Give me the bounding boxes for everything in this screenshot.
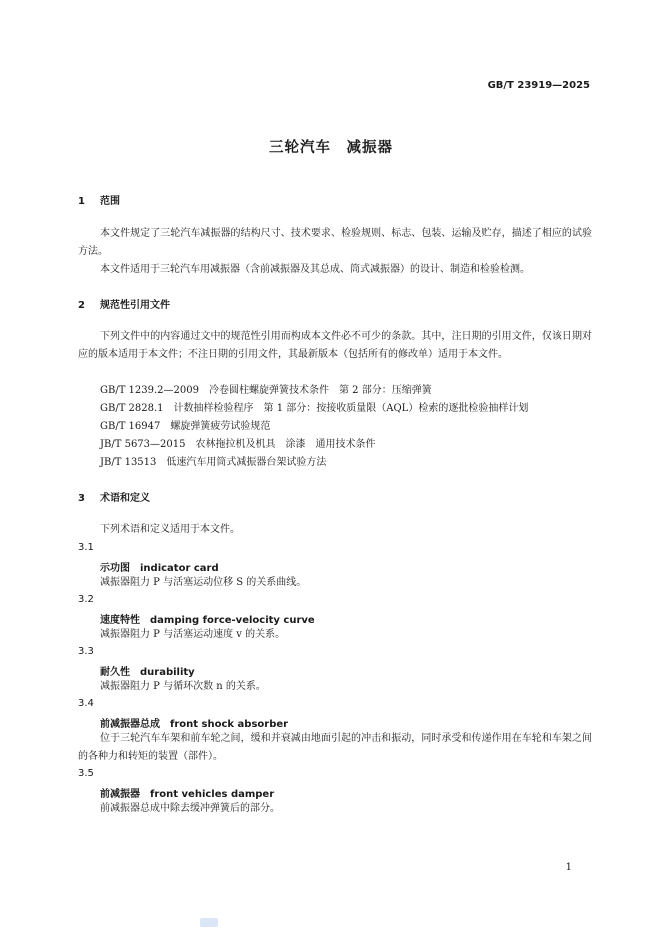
document-title: 三轮汽车 减振器: [269, 140, 393, 156]
section-3-intro: 下列术语和定义适用于本文件。: [100, 524, 240, 535]
term-number: 3.1: [78, 542, 94, 553]
reference-item: JB/T 5673—2015 农林拖拉机及机具 涂漆 通用技术条件: [100, 439, 376, 450]
term-definition: 前减振器总成中除去缓冲弹簧后的部分。: [100, 803, 280, 814]
term-name: 示功图 indicator card: [100, 563, 219, 574]
term-definition: 位于三轮汽车车架和前车轮之间，缓和并衰减由地面引起的冲击和振动，同时承受和传递作用在车轮和车架之间的各种力和转矩的装置（部件）。: [78, 733, 592, 762]
term-number: 3.3: [78, 646, 94, 657]
reference-item: GB/T 1239.2—2009 冷卷圆柱螺旋弹簧技术条件 第 2 部分：压缩弹簧: [100, 385, 432, 396]
term-name: 耐久性 durability: [100, 667, 195, 678]
reference-item: JB/T 13513 低速汽车用筒式减振器台架试验方法: [100, 457, 327, 468]
section-2-number: 2: [78, 300, 85, 311]
watermark-stamp-icon: [200, 918, 218, 927]
term-definition: 减振器阻力 P 与循环次数 n 的关系。: [100, 681, 266, 692]
term-name: 速度特性 damping force-velocity curve: [100, 615, 315, 626]
standard-code: GB/T 23919—2025: [487, 80, 590, 91]
section-3-title: 术语和定义: [100, 493, 150, 504]
section-2-paragraph-1: 下列文件中的内容通过文中的规范性引用而构成本文件必不可少的条款。其中，注日期的引用文件，仅该日期对应的版本适用于本文件；不注日期的引用文件，其最新版本（包括所有的修改单）适用于本文件。: [78, 331, 592, 360]
page-number: 1: [565, 862, 572, 873]
reference-item: GB/T 16947 螺旋弹簧疲劳试验规范: [100, 421, 271, 432]
section-3-number: 3: [78, 493, 85, 504]
term-name: 前减振器总成 front shock absorber: [100, 719, 289, 730]
term-name: 前减振器 front vehicles damper: [100, 789, 275, 800]
section-3-heading: [78, 489, 150, 504]
section-1-paragraph-1: 本文件规定了三轮汽车减振器的结构尺寸、技术要求、检验规则、标志、包装、运输及贮存，描述了相应的试验方法。: [78, 228, 592, 257]
section-2-title: 规范性引用文件: [100, 300, 170, 311]
reference-item: GB/T 2828.1 计数抽样检验程序 第 1 部分：按接收质量限（AQL）检索的逐批检验抽样计划: [100, 403, 529, 414]
term-number: 3.4: [78, 698, 94, 709]
section-2-heading: [78, 296, 170, 311]
term-definition: 减振器阻力 P 与活塞运动速度 v 的关系。: [100, 629, 286, 640]
section-1-number: 1: [78, 196, 85, 207]
section-1-paragraph-2: 本文件适用于三轮汽车用减振器（含前减振器及其总成、筒式减振器）的设计、制造和检验检测。: [100, 264, 530, 275]
section-1-title: 范围: [100, 196, 120, 207]
term-definition: 减振器阻力 P 与活塞运动位移 S 的关系曲线。: [100, 577, 307, 588]
term-number: 3.2: [78, 594, 94, 605]
term-number: 3.5: [78, 768, 94, 779]
section-1-heading: [78, 192, 120, 207]
